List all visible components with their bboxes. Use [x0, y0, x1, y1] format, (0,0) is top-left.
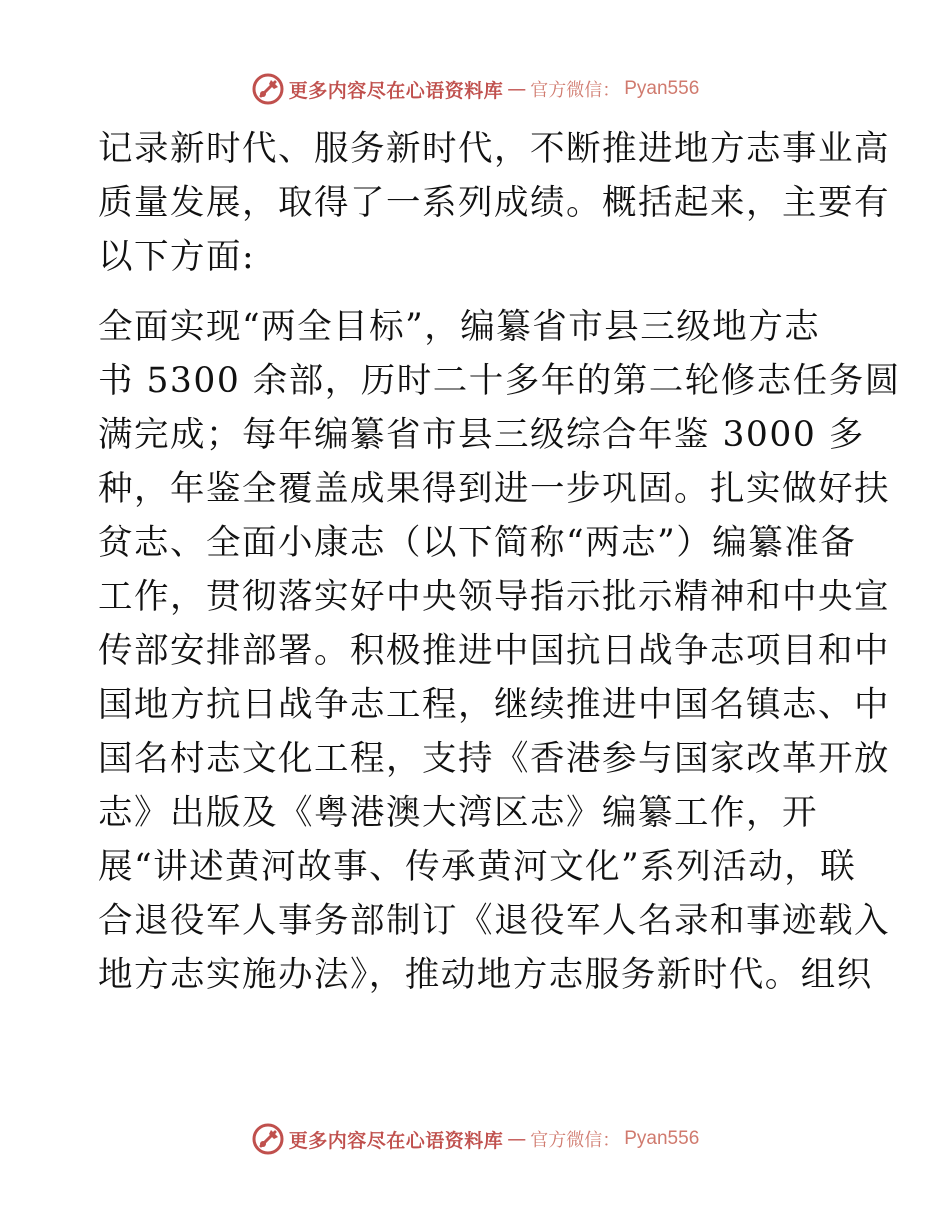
document-body: [98, 122, 901, 1002]
text-line: 国地方抗日战争志工程，继续推进中国名镇志、中: [98, 685, 890, 725]
text-line: 种，年鉴全覆盖成果得到进一步巩固。扎实做好扶: [98, 469, 890, 509]
watermark-separator: —: [507, 78, 527, 100]
text-line: 地方志实施办法》，推动地方志服务新时代。组织: [98, 955, 873, 995]
watermark-wechat-label: 官方微信：: [530, 80, 621, 101]
text-line: 工作，贯彻落实好中央领导指示批示精神和中央宣: [98, 577, 890, 617]
watermark-wechat-label: 官方微信：: [530, 1130, 621, 1151]
text-line: 合退役军人事务部制订《退役军人名录和事迹载入: [98, 901, 890, 941]
text-line: 展“讲述黄河故事、传承黄河文化”系列活动，联: [98, 847, 857, 887]
text-line: 以下方面:: [98, 237, 256, 277]
header-watermark: [0, 72, 950, 106]
text-line: 满完成；每年编纂省市县三级综合年鉴 3000 多: [98, 415, 865, 455]
paragraph-1: [98, 122, 890, 284]
text-line: 质量发展，取得了一系列成绩。概括起来，主要有: [98, 183, 890, 223]
paragraph-spacer: [98, 284, 850, 300]
text-line: 记录新时代、服务新时代，不断推进地方志事业高: [98, 129, 890, 169]
footer-watermark: [0, 1122, 950, 1156]
logo-icon: [251, 72, 285, 106]
text-line: 志》出版及《粤港澳大湾区志》编纂工作，开: [98, 793, 818, 833]
watermark-text: 更多内容尽在心语资料库: [288, 79, 504, 102]
watermark-wechat-id: Pyan556: [624, 78, 700, 99]
logo-icon: [251, 1122, 285, 1156]
text-line: 全面实现“两全目标”，编纂省市县三级地方志: [98, 307, 821, 347]
text-line: 传部安排部署。积极推进中国抗日战争志项目和中: [98, 631, 890, 671]
watermark-text: 更多内容尽在心语资料库: [288, 1129, 504, 1152]
text-line: 书 5300 余部，历时二十多年的第二轮修志任务圆: [98, 361, 901, 401]
text-line: 国名村志文化工程，支持《香港参与国家改革开放: [98, 739, 890, 779]
watermark-separator: —: [507, 1128, 527, 1150]
text-line: 贫志、全面小康志（以下简称“两志”）编纂准备: [98, 523, 857, 563]
watermark-wechat-id: Pyan556: [624, 1128, 700, 1149]
paragraph-2: [98, 300, 901, 1002]
